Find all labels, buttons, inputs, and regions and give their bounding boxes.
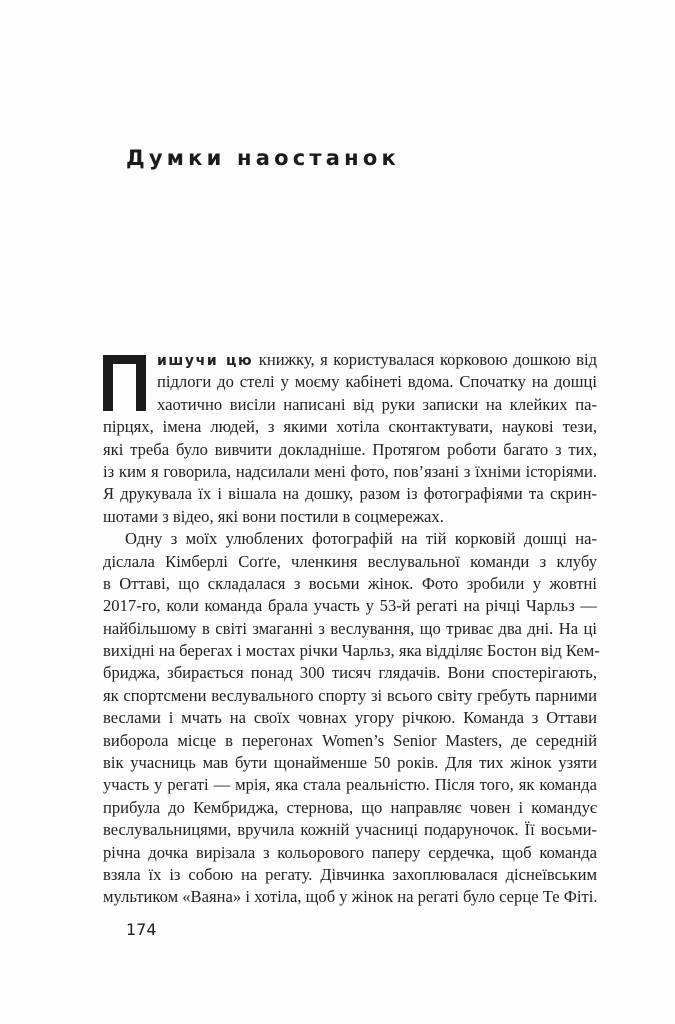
text-line: шотами з відео, які вони постили в соцмережах. bbox=[103, 506, 444, 526]
page-number: 174 bbox=[126, 920, 157, 939]
text-line: веслувальницями, вручила кожній учасниці подаруночок. Її восьми- bbox=[103, 820, 597, 840]
lead-in-text: ишучи цю bbox=[157, 353, 254, 369]
text-line: які треба було вивчити докладніше. Протягом роботи багато з тих, bbox=[103, 439, 597, 459]
text-line: вік учасниць мав бути щонайменше 50 років. Для тих жінок узяти bbox=[103, 753, 597, 773]
text-line: Я друкувала їх і вішала на дошку, разом із фотографіями та скрин- bbox=[103, 484, 597, 504]
text-line: найбільшому в світі змаганні з веслування, що триває два дні. На ці bbox=[103, 618, 597, 638]
text-line: із ким я говорила, надсилали мені фото, пов’язані з їхніми історіями. bbox=[103, 461, 597, 481]
text-line: ишучи цю книжку, я користувалася корковою дошкою від bbox=[157, 350, 598, 369]
text-line: бриджа, збирається понад 300 тисяч глядачів. Вони спостерігають, bbox=[103, 663, 597, 683]
text-line: веслами і мчать на своїх човнах угору річкою. Команда з Оттави bbox=[103, 708, 597, 728]
text-line: діслала Кімберлі Соґґе, членкиня веслувальної команди з клубу bbox=[103, 551, 597, 571]
text-line: мультиком «Ваяна» і хотіла, щоб у жінок на регаті було серце Те Фіті. bbox=[103, 887, 598, 907]
text-line: виборола місце в перегонах Women’s Senior Masters, де середній bbox=[103, 730, 597, 750]
text-line: вихідні на берегах і мостах річки Чарльз, яка відділяє Бостон від Кем- bbox=[103, 641, 600, 661]
text-line: Одну з моїх улюблених фотографій на тій корковій дошці на- bbox=[125, 529, 597, 549]
text-line: як спортсмени веслувального спорту зі всього світу гребуть парними bbox=[103, 685, 597, 705]
text-line: річна дочка вирізала з кольорового паперу сердечка, щоб команда bbox=[103, 842, 597, 862]
text-line: підлоги до стелі у моєму кабінеті вдома. Спочатку на дошці bbox=[157, 372, 597, 392]
chapter-title: Думки наостанок bbox=[126, 146, 400, 170]
text-line: взяла їх із собою на регату. Дівчинка захоплювалася діснеївським bbox=[103, 864, 597, 884]
text-line: прибула до Кембриджа, стернова, що направляє човен і командує bbox=[103, 797, 597, 817]
text-line: участь у регаті — мрія, яка стала реальністю. Після того, як команда bbox=[103, 775, 597, 795]
text-line: 2017-го, коли команда брала участь у 53-й регаті на річці Чарльз — bbox=[103, 596, 597, 616]
text-line: пірцях, імена людей, з якими хотіла сконтактувати, наукові тези, bbox=[103, 417, 597, 437]
text-line: хаотично висіли написані від руки записки на клейких па- bbox=[157, 394, 597, 414]
text-line: в Оттаві, що складалася з восьми жінок. Фото зробили у жовтні bbox=[103, 573, 597, 593]
body-text bbox=[103, 349, 600, 909]
